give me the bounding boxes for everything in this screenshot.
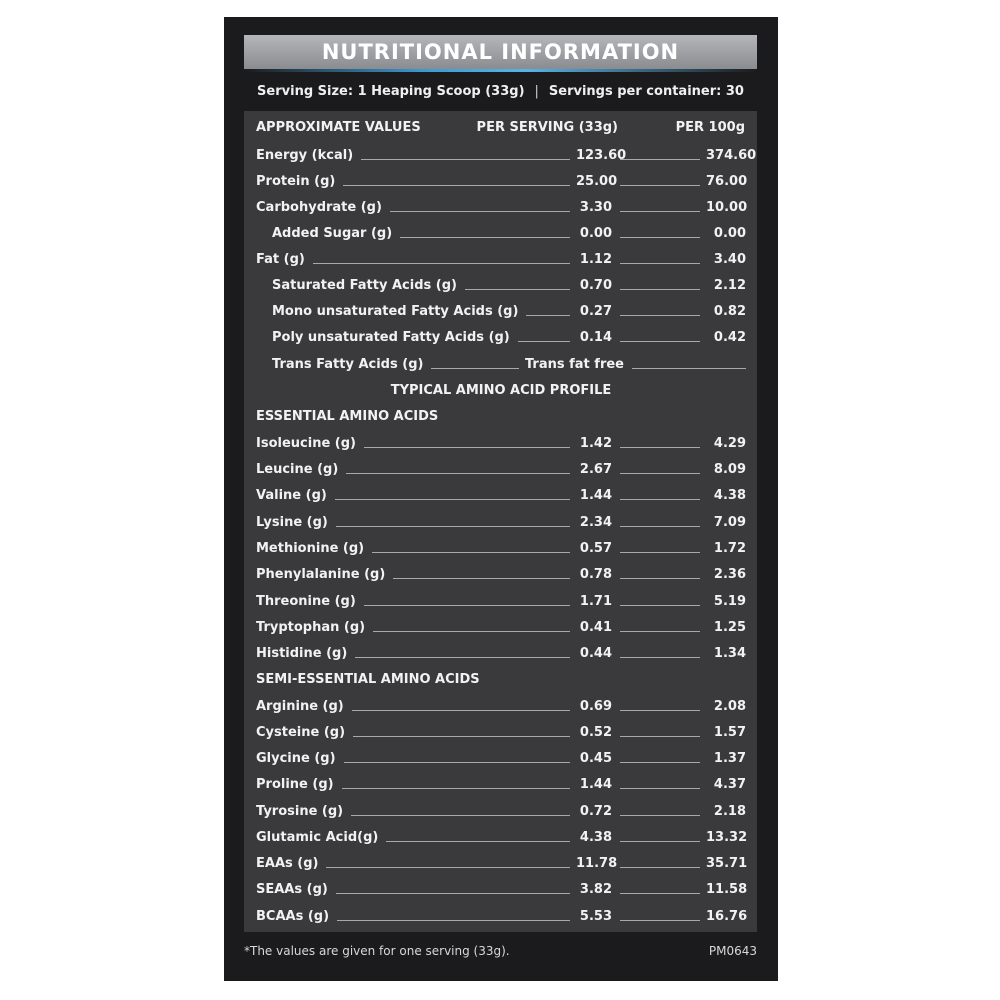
table-row xyxy=(256,695,746,717)
per-100g-value: 2.08 xyxy=(713,698,746,714)
table-row xyxy=(256,274,746,296)
amino-name: EAAs (g) xyxy=(256,855,319,871)
per-serving-value: 3.82 xyxy=(579,881,612,897)
leader-line xyxy=(353,736,570,737)
table-row xyxy=(256,721,746,743)
leader-line xyxy=(620,815,700,816)
per-serving-value: 1.44 xyxy=(579,487,612,503)
leader-line xyxy=(313,263,570,264)
amino-name: Arginine (g) xyxy=(256,698,344,714)
leader-line xyxy=(351,815,570,816)
leader-line xyxy=(620,710,700,711)
per-serving-value: 2.34 xyxy=(579,514,612,530)
per-100g-value: 2.12 xyxy=(713,277,746,293)
per-serving-value: 0.69 xyxy=(579,698,612,714)
leader-line xyxy=(620,499,700,500)
amino-name: Threonine (g) xyxy=(256,593,356,609)
table-row xyxy=(256,326,746,348)
leader-line xyxy=(393,578,570,579)
leader-line xyxy=(620,552,700,553)
leader-line xyxy=(620,211,700,212)
amino-name: SEAAs (g) xyxy=(256,881,328,897)
leader-line xyxy=(620,657,700,658)
table-row xyxy=(256,353,746,375)
per-100g-value: 10.00 xyxy=(706,199,748,215)
leader-line xyxy=(620,605,700,606)
per-serving-value: 0.27 xyxy=(579,303,612,319)
per-100g-value: 4.29 xyxy=(713,435,746,451)
per-serving-value: 25.00 xyxy=(576,173,618,189)
essential-amino-title-text: ESSENTIAL AMINO ACIDS xyxy=(256,408,439,424)
leader-line xyxy=(620,578,700,579)
label-title: NUTRITIONAL INFORMATION xyxy=(321,40,680,64)
header-per-serving: PER SERVING (33g) xyxy=(476,120,618,135)
table-row xyxy=(256,537,746,559)
per-serving-value: 0.41 xyxy=(579,619,612,635)
amino-name: Valine (g) xyxy=(256,487,327,503)
leader-line xyxy=(620,473,700,474)
amino-profile-title-text: TYPICAL AMINO ACID PROFILE xyxy=(390,382,612,398)
table-row xyxy=(256,248,746,270)
servings-per-container: Servings per container: 30 xyxy=(548,83,744,99)
leader-line xyxy=(336,893,570,894)
per-serving-value: 0.78 xyxy=(579,566,612,582)
leader-line xyxy=(620,893,700,894)
per-100g-value: 5.19 xyxy=(713,593,746,609)
per-100g-value: 0.42 xyxy=(713,329,746,345)
leader-line xyxy=(620,263,700,264)
per-100g-value: 0.00 xyxy=(713,225,746,241)
leader-line xyxy=(620,315,700,316)
leader-line xyxy=(620,736,700,737)
serving-info xyxy=(244,80,757,102)
per-100g-value: 1.72 xyxy=(713,540,746,556)
amino-name: Histidine (g) xyxy=(256,645,348,661)
header-approximate-values: APPROXIMATE VALUES xyxy=(256,120,421,135)
amino-name: Glutamic Acid(g) xyxy=(256,829,379,845)
amino-name: Methionine (g) xyxy=(256,540,365,556)
table-row xyxy=(256,773,746,795)
leader-line xyxy=(620,841,700,842)
serving-footnote: *The values are given for one serving (33g). xyxy=(244,944,510,958)
table-row xyxy=(256,432,746,454)
table-row xyxy=(256,196,746,218)
per-serving-value: 1.42 xyxy=(579,435,612,451)
table-row xyxy=(256,300,746,322)
per-100g-value: 0.82 xyxy=(713,303,746,319)
per-100g-value: 1.57 xyxy=(713,724,746,740)
amino-name: Tyrosine (g) xyxy=(256,803,344,819)
table-row xyxy=(256,170,746,192)
per-serving-value: 4.38 xyxy=(579,829,612,845)
per-serving-value: 11.78 xyxy=(576,855,618,871)
leader-line xyxy=(346,473,570,474)
per-100g-value: 1.34 xyxy=(713,645,746,661)
amino-profile-title xyxy=(256,379,746,401)
amino-name: Proline (g) xyxy=(256,776,334,792)
per-serving-value: 0.00 xyxy=(579,225,612,241)
per-100g-value: 76.00 xyxy=(706,173,748,189)
per-100g-value: 11.58 xyxy=(706,881,748,897)
table-row xyxy=(256,747,746,769)
per-100g-value: 3.40 xyxy=(713,251,746,267)
amino-name: BCAAs (g) xyxy=(256,908,330,924)
leader-line xyxy=(620,762,700,763)
per-100g-value: 13.32 xyxy=(706,829,748,845)
per-serving-value: 3.30 xyxy=(579,199,612,215)
per-100g-value: 1.25 xyxy=(713,619,746,635)
per-100g-value: 4.37 xyxy=(713,776,746,792)
table-row xyxy=(256,852,746,874)
nutrient-name: Energy (kcal) xyxy=(256,147,354,163)
per-100g-value: 8.09 xyxy=(713,461,746,477)
amino-name: Lysine (g) xyxy=(256,514,328,530)
per-serving-value: 0.45 xyxy=(579,750,612,766)
table-row xyxy=(256,144,757,166)
essential-amino-title xyxy=(256,405,746,427)
leader-line xyxy=(364,605,570,606)
table-row xyxy=(256,484,746,506)
leader-line xyxy=(620,185,700,186)
nutrient-name: Mono unsaturated Fatty Acids (g) xyxy=(272,303,519,319)
leader-line xyxy=(400,237,570,238)
table-row xyxy=(256,590,746,612)
per-100g-value: 1.37 xyxy=(713,750,746,766)
per-100g-value: 35.71 xyxy=(706,855,748,871)
per-100g-value: 4.38 xyxy=(713,487,746,503)
table-row xyxy=(256,458,746,480)
nutrient-name: Added Sugar (g) xyxy=(272,225,393,241)
amino-name: Isoleucine (g) xyxy=(256,435,356,451)
leader-line xyxy=(355,657,570,658)
leader-line xyxy=(620,526,700,527)
table-row xyxy=(256,563,746,585)
per-serving-value: 0.72 xyxy=(579,803,612,819)
per-serving-value: 0.52 xyxy=(579,724,612,740)
leader-line xyxy=(342,788,570,789)
leader-line xyxy=(352,710,570,711)
per-serving-value: 123.60 xyxy=(576,147,627,163)
per-serving-value: 0.14 xyxy=(579,329,612,345)
leader-line xyxy=(431,368,519,369)
title-accent-line xyxy=(244,69,757,72)
table-header xyxy=(256,117,746,139)
table-row xyxy=(256,511,746,533)
leader-line xyxy=(620,867,700,868)
amino-name: Tryptophan (g) xyxy=(256,619,366,635)
leader-line xyxy=(344,762,570,763)
leader-line xyxy=(343,185,570,186)
amino-name: Phenylalanine (g) xyxy=(256,566,386,582)
title-bar xyxy=(244,35,757,69)
table-row xyxy=(256,642,746,664)
serving-separator: | xyxy=(534,83,539,99)
per-100g-value: 2.36 xyxy=(713,566,746,582)
table-row xyxy=(256,800,746,822)
nutrient-name: Carbohydrate (g) xyxy=(256,199,382,215)
table-row xyxy=(256,878,746,900)
leader-line xyxy=(526,315,570,316)
header-per-100g: PER 100g xyxy=(675,120,745,135)
per-serving-value: 1.12 xyxy=(579,251,612,267)
leader-line xyxy=(372,552,570,553)
semi-essential-amino-title xyxy=(256,668,746,690)
nutrient-name: Protein (g) xyxy=(256,173,336,189)
leader-line xyxy=(326,867,570,868)
table-row xyxy=(256,905,746,927)
amino-name: Cysteine (g) xyxy=(256,724,346,740)
nutrient-name: Saturated Fatty Acids (g) xyxy=(272,277,457,293)
leader-line xyxy=(518,341,570,342)
leader-line xyxy=(337,920,570,921)
leader-line xyxy=(335,499,570,500)
leader-line xyxy=(373,631,570,632)
leader-line xyxy=(632,368,746,369)
serving-size: Serving Size: 1 Heaping Scoop (33g) xyxy=(257,83,525,99)
leader-line xyxy=(390,211,570,212)
leader-line xyxy=(620,920,700,921)
nutrient-name: Poly unsaturated Fatty Acids (g) xyxy=(272,329,510,345)
per-serving-value: 0.57 xyxy=(579,540,612,556)
per-100g-value: 16.76 xyxy=(706,908,748,924)
leader-line xyxy=(386,841,570,842)
nutrient-name: Trans Fatty Acids (g) xyxy=(272,356,424,372)
semi-essential-amino-title-text: SEMI-ESSENTIAL AMINO ACIDS xyxy=(256,671,480,687)
amino-name: Leucine (g) xyxy=(256,461,339,477)
leader-line xyxy=(620,341,700,342)
leader-line xyxy=(620,631,700,632)
table-row xyxy=(256,222,746,244)
table-row xyxy=(256,616,746,638)
nutrient-name: Fat (g) xyxy=(256,251,305,267)
leader-line xyxy=(620,289,700,290)
leader-line xyxy=(620,788,700,789)
per-serving-value: 0.44 xyxy=(579,645,612,661)
per-serving-value: 1.71 xyxy=(579,593,612,609)
per-serving-value: Trans fat free xyxy=(524,356,624,372)
leader-line xyxy=(620,237,700,238)
per-100g-value: 7.09 xyxy=(713,514,746,530)
amino-name: Glycine (g) xyxy=(256,750,336,766)
per-100g-value: 374.60 xyxy=(706,147,757,163)
leader-line xyxy=(361,159,570,160)
product-code: PM0643 xyxy=(708,944,757,958)
per-100g-value: 2.18 xyxy=(713,803,746,819)
per-serving-value: 5.53 xyxy=(579,908,612,924)
leader-line xyxy=(364,447,570,448)
table-row xyxy=(256,826,746,848)
leader-line xyxy=(620,447,700,448)
per-serving-value: 2.67 xyxy=(579,461,612,477)
leader-line xyxy=(336,526,570,527)
per-serving-value: 0.70 xyxy=(579,277,612,293)
leader-line xyxy=(620,159,700,160)
per-serving-value: 1.44 xyxy=(579,776,612,792)
leader-line xyxy=(465,289,570,290)
